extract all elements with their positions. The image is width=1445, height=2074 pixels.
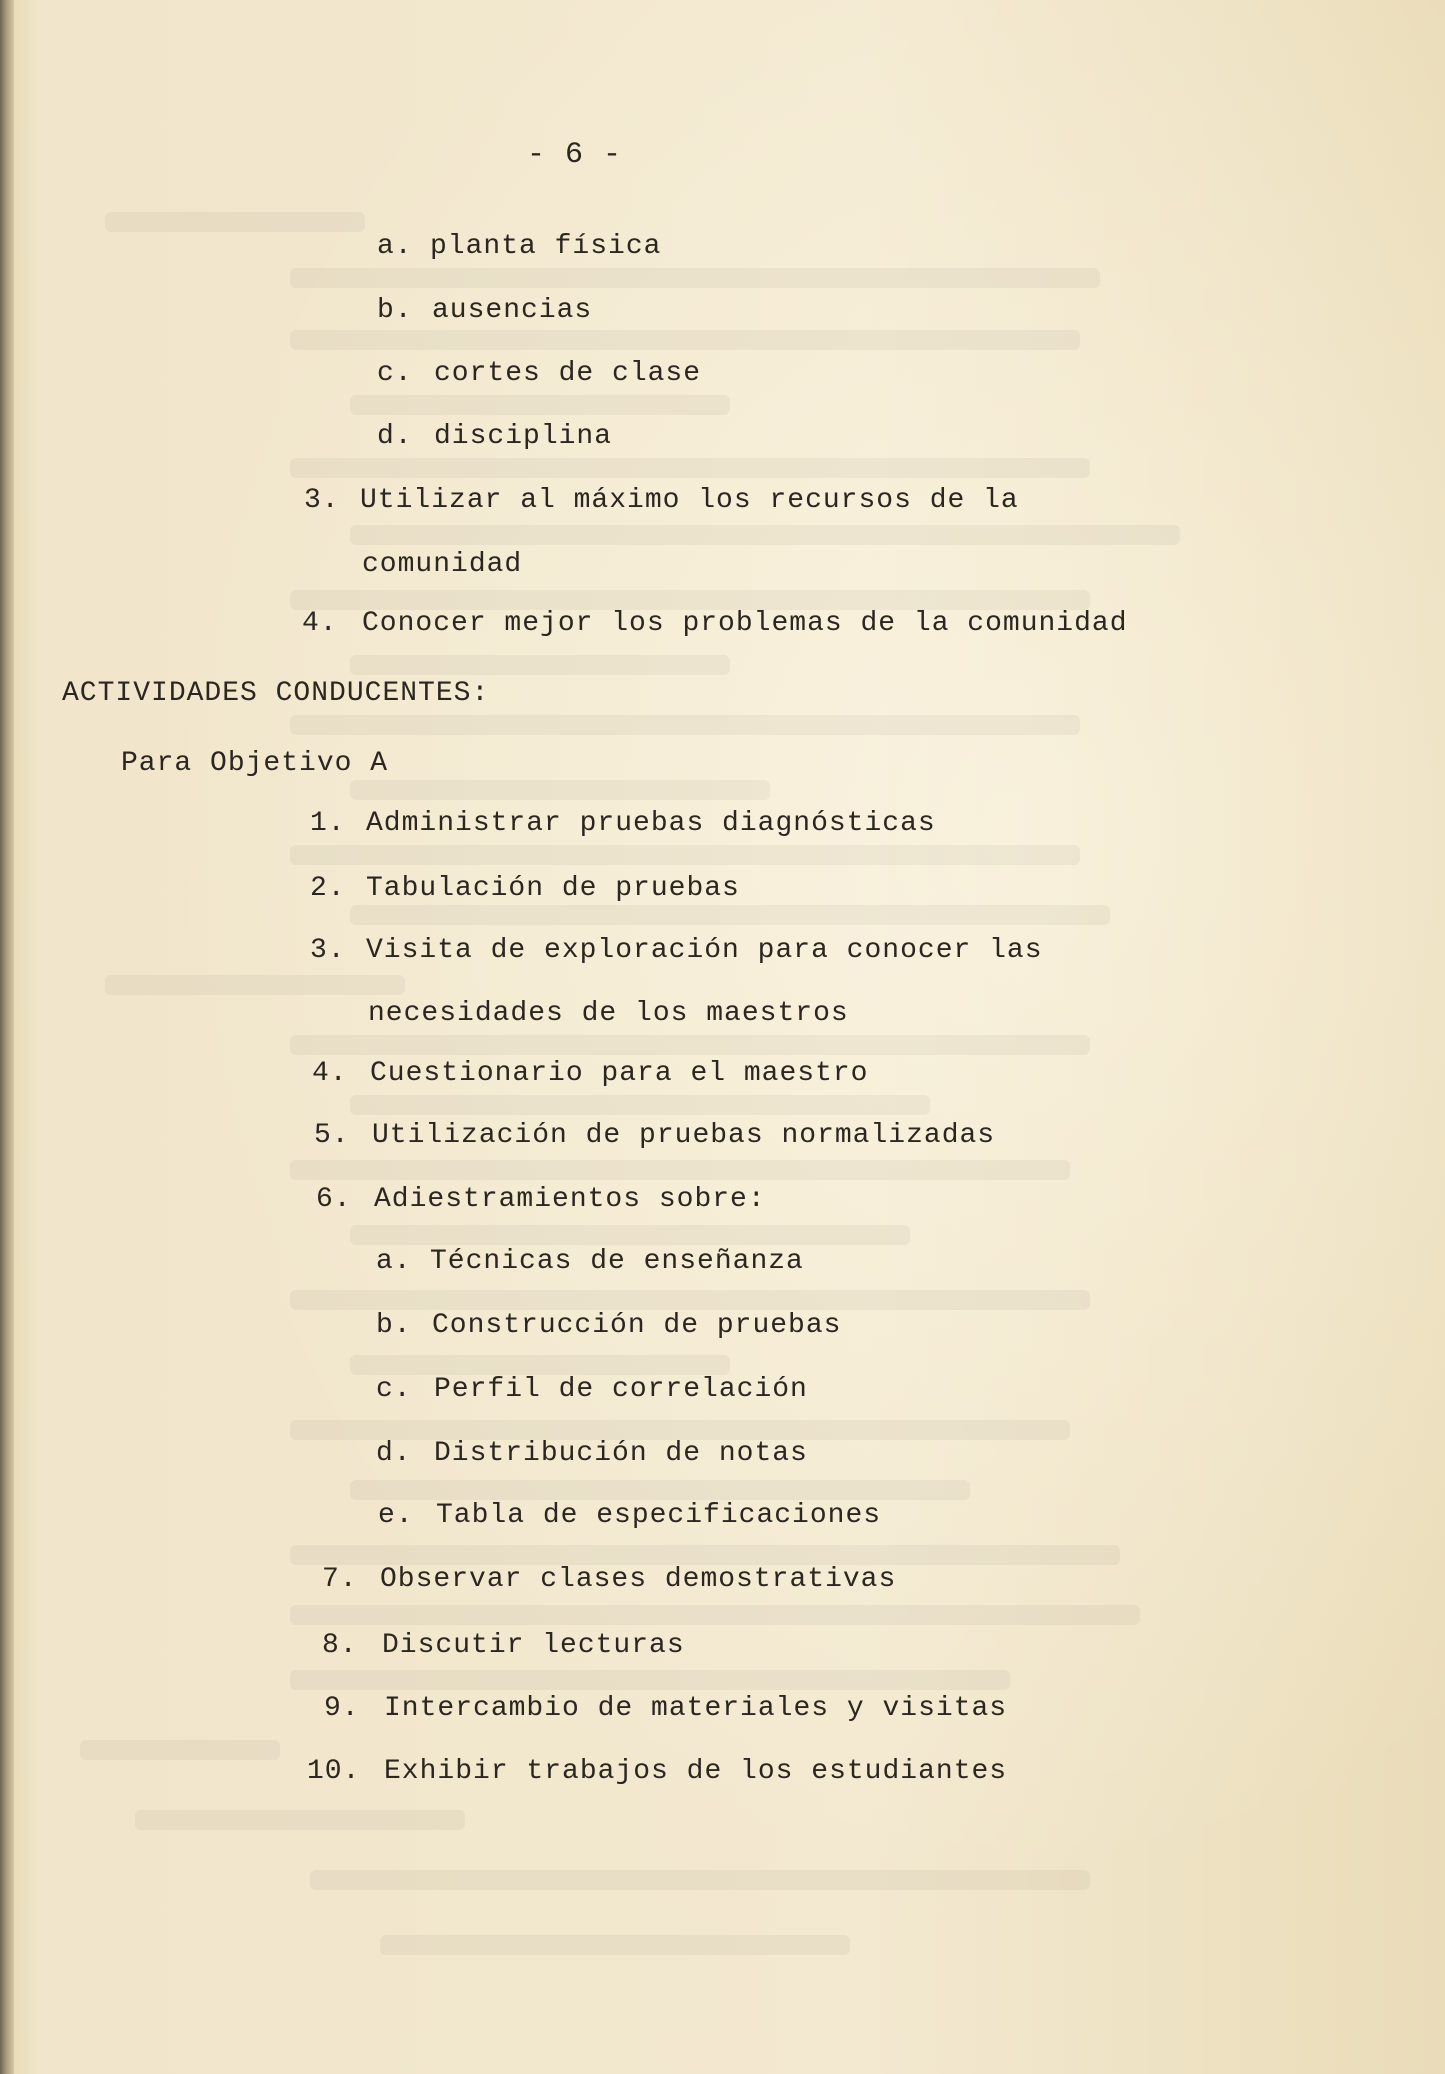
section-heading: ACTIVIDADES CONDUCENTES: — [62, 678, 490, 709]
list-item: Perfil de correlación — [434, 1374, 808, 1405]
item-3-text: Utilizar al máximo los recursos de la — [360, 485, 1019, 516]
list-marker: c. — [376, 1374, 412, 1405]
list-item: disciplina — [434, 421, 613, 452]
list-item: Observar clases demostrativas — [380, 1564, 897, 1595]
item-3-marker: 3. — [304, 485, 340, 516]
item-3-continuation: comunidad — [362, 549, 523, 580]
list-marker: c. — [377, 358, 413, 389]
list-marker: 7. — [322, 1564, 358, 1595]
list-item: Utilización de pruebas normalizadas — [372, 1120, 996, 1151]
list-marker: 9. — [324, 1693, 360, 1724]
list-item: Visita de exploración para conocer las — [366, 935, 1043, 966]
list-item: Administrar pruebas diagnósticas — [366, 808, 936, 839]
list-marker: 5. — [314, 1120, 350, 1151]
list-marker: b. — [377, 295, 413, 326]
page-binding-edge — [0, 0, 14, 2074]
list-item: Discutir lecturas — [382, 1630, 685, 1661]
list-marker: 3. — [310, 935, 346, 966]
list-marker: 4. — [312, 1058, 348, 1089]
item-4-marker: 4. — [302, 608, 338, 639]
list-item: Distribución de notas — [434, 1438, 808, 1469]
list-marker: a. — [376, 1246, 412, 1277]
item-4-text: Conocer mejor los problemas de la comunidad — [362, 608, 1128, 639]
list-marker: 2. — [310, 873, 346, 904]
list-item: Técnicas de enseñanza — [430, 1246, 804, 1277]
list-item: Intercambio de materiales y visitas — [384, 1693, 1008, 1724]
list-marker: e. — [378, 1500, 414, 1531]
list-item-continuation: necesidades de los maestros — [368, 998, 849, 1029]
list-marker: 8. — [322, 1630, 358, 1661]
list-marker: a. — [377, 231, 413, 262]
list-marker: 10. — [307, 1756, 361, 1787]
list-marker: 6. — [316, 1184, 352, 1215]
list-item: Exhibir trabajos de los estudiantes — [384, 1756, 1008, 1787]
list-item: Adiestramientos sobre: — [374, 1184, 766, 1215]
list-marker: d. — [377, 421, 413, 452]
list-item: Cuestionario para el maestro — [370, 1058, 869, 1089]
list-marker: b. — [376, 1310, 412, 1341]
subheading: Para Objetivo A — [121, 748, 389, 779]
list-item: cortes de clase — [434, 358, 702, 389]
list-item: planta física — [430, 231, 662, 262]
list-item: Tabulación de pruebas — [366, 873, 740, 904]
list-marker: 1. — [310, 808, 346, 839]
list-marker: d. — [376, 1438, 412, 1469]
list-item: ausencias — [432, 295, 593, 326]
page-number: - 6 - — [527, 138, 623, 172]
list-item: Construcción de pruebas — [432, 1310, 842, 1341]
list-item: Tabla de especificaciones — [436, 1500, 882, 1531]
